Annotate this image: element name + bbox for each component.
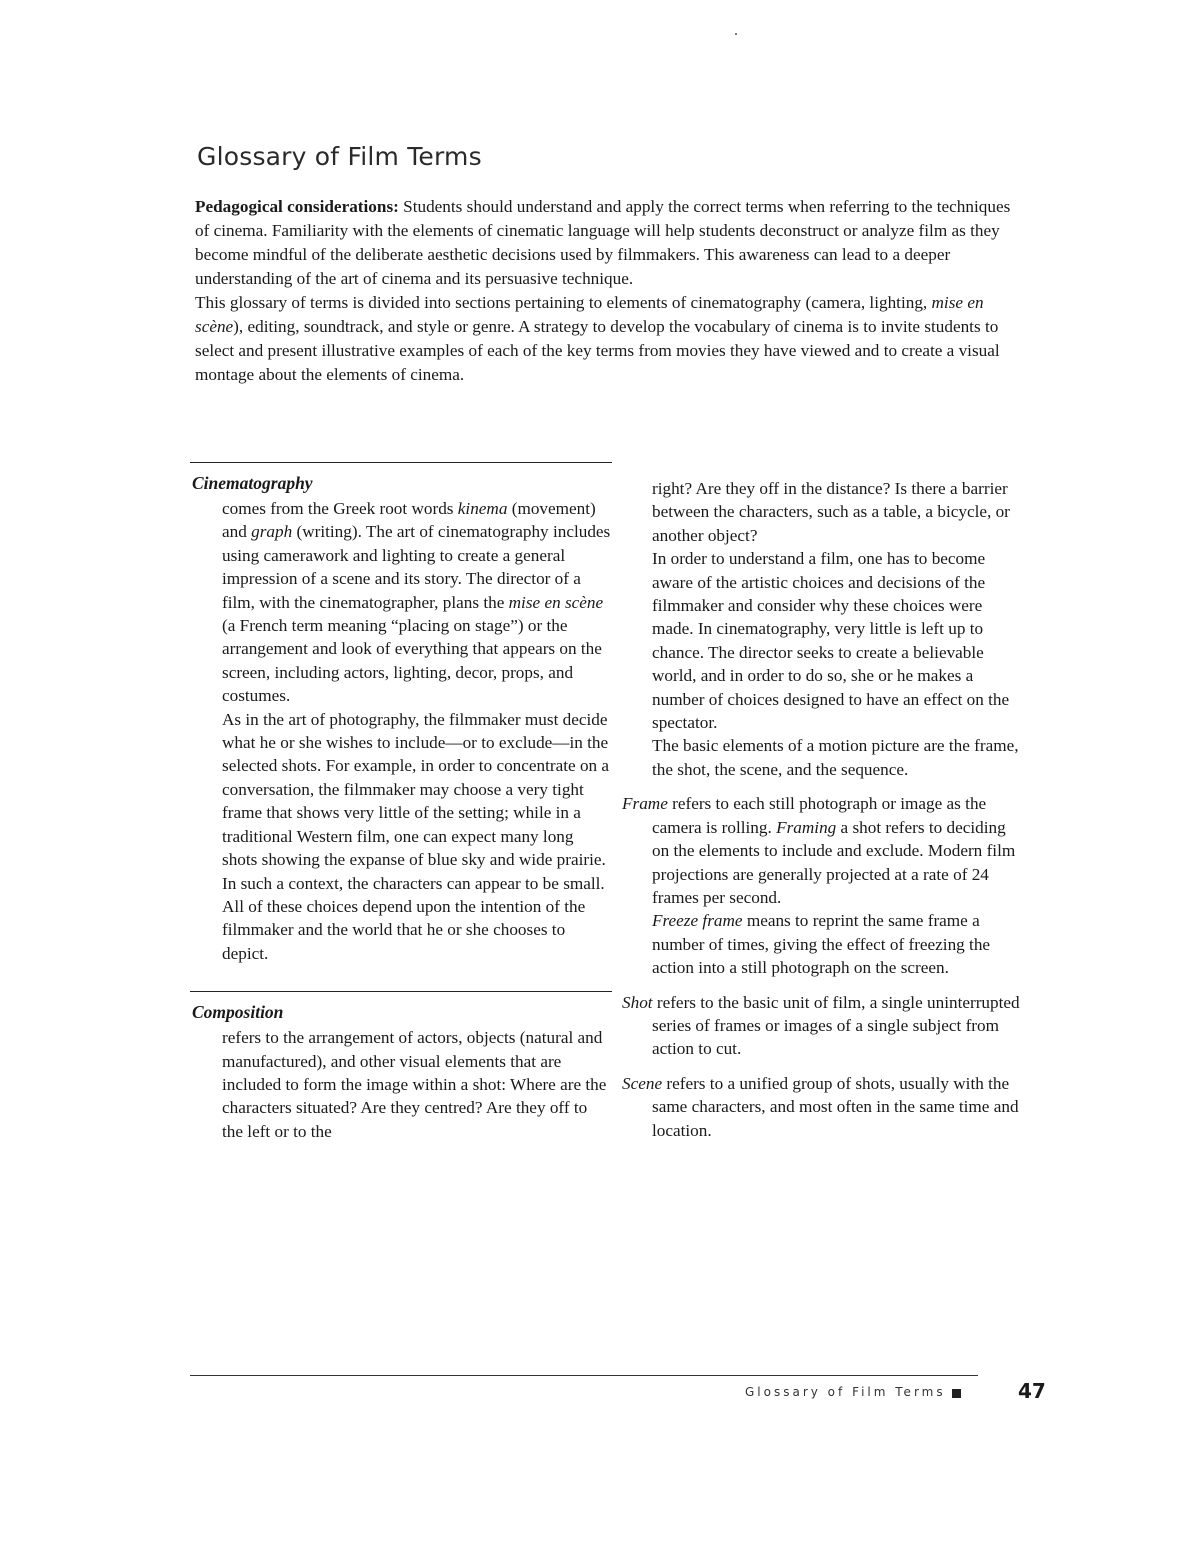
scene-term: Scene — [622, 1073, 663, 1093]
shot-entry — [622, 991, 1022, 1061]
intro-text-1: Students should understand and apply the correct terms when referring to the techniques of cinema. Familiarity with the elements of cinematic language will help students deconstruct or analyze film as they become mindful of the deliberate aesthetic decisions used by filmmakers. This awareness can lead to a deeper understanding of the art of cinema and its persuasive technique. — [195, 197, 1011, 288]
framing-term: Framing — [776, 817, 837, 837]
intro-text-2a: This glossary of terms is divided into sections pertaining to elements of cinematography (camera, lighting, — [195, 293, 932, 312]
cine-mise: mise en scène — [508, 592, 604, 612]
left-column — [190, 462, 612, 1143]
square-bullet-icon — [952, 1389, 961, 1398]
page-title: Glossary of Film Terms — [197, 142, 482, 171]
freeze-frame-term: Freeze frame — [652, 911, 743, 931]
scan-speck — [735, 33, 737, 35]
continuation-paragraph-2: In order to understand a film, one has to become aware of the artistic choices and decisions of the filmmaker and consider why these choices were made. In cinematography, very little is left up to chance. The director seeks to create a believable world, and in order to do so, she or he makes a number of choices designed to have an effect on the spectator. — [652, 549, 1010, 733]
cinematography-paragraph-2: As in the art of photography, the filmmaker must decide what he or she wishes to include—or to exclude—in the selected shots. For example, in order to concentrate on a conversation, the filmmaker may choose a very tight frame that shows very little of the setting; while in a traditional Western film, one can expect many long shots showing the expanse of blue sky and wide prairie. In such a context, the characters can appear to be small. All of these choices depend upon the intention of the filmmaker and the world that he or she chooses to depict. — [222, 709, 610, 963]
intro-section — [195, 195, 1023, 387]
composition-heading: Composition — [192, 1002, 284, 1023]
frame-text-b: a shot refers to deciding on the elements to include and exclude. Modern film projections are generally projected at a rate of 24 frames per second. — [652, 817, 1016, 907]
intro-paragraph-2 — [195, 291, 1023, 387]
frame-text-a: refers to each still photograph or image as the camera is rolling. — [652, 794, 987, 837]
cine-graph: graph — [251, 522, 293, 542]
continuation-paragraph-3: The basic elements of a motion picture are the frame, the shot, the scene, and the sequence. — [652, 736, 1019, 779]
cine-kinema: kinema — [457, 499, 508, 518]
right-column — [622, 477, 1022, 1142]
composition-continuation — [622, 477, 1022, 781]
frame-term: Frame — [622, 794, 668, 814]
intro-label: Pedagogical considerations: — [195, 197, 399, 216]
cine-text-c: (writing). The art of cinematography includes using camerawork and lighting to create a general impression of a scene and its story. The director of a film, with the cinematographer, plans the — [222, 522, 611, 612]
frame-entry — [622, 792, 1022, 979]
continuation-paragraph-1: right? Are they off in the distance? Is there a barrier between the characters, such as a table, a bicycle, or another object? — [652, 479, 1010, 545]
section-rule — [190, 462, 612, 463]
frame-text-c: means to reprint the same frame a number of times, giving the effect of freezing the action into a still photograph on the screen. — [652, 911, 991, 978]
cinematography-heading: Cinematography — [192, 473, 313, 493]
cinematography-paragraph-1 — [222, 497, 612, 708]
page-number: 47 — [1018, 1379, 1046, 1403]
running-head: Glossary of Film Terms — [745, 1385, 946, 1399]
cine-text-d: (a French term meaning “placing on stage”) or the arrangement and look of everything that appears on the screen, including actors, lighting, decor, props, and costumes. — [222, 616, 602, 706]
footer-rule — [190, 1375, 978, 1376]
intro-text-2b: ), editing, soundtrack, and style or genre. A strategy to develop the vocabulary of cinema is to invite students to select and present illustrative examples of each of the key terms from movies they have viewed and to create a visual montage about the elements of cinema. — [195, 317, 1000, 384]
scene-text: refers to a unified group of shots, usually with the same characters, and most often in the same time and location. — [652, 1073, 1019, 1140]
intro-text-2-italic: mise en scène — [195, 293, 984, 336]
composition-body — [190, 1026, 612, 1143]
intro-paragraph-1 — [195, 195, 1023, 291]
shot-term: Shot — [622, 992, 653, 1012]
composition-paragraph-1: refers to the arrangement of actors, objects (natural and manufactured), and other visual elements that are included to form the image within a shot: Where are the characters situated? Are they centred? Are they off to the left or to the — [222, 1028, 607, 1141]
cine-text-b: (movement) and — [222, 499, 596, 542]
cine-text-a: comes from the Greek root words — [222, 499, 458, 518]
shot-text: refers to the basic unit of film, a single uninterrupted series of frames or images of a single subject from action to cut. — [652, 992, 1020, 1059]
scene-entry — [622, 1072, 1022, 1142]
cinematography-body — [190, 497, 612, 965]
section-rule — [190, 991, 612, 992]
